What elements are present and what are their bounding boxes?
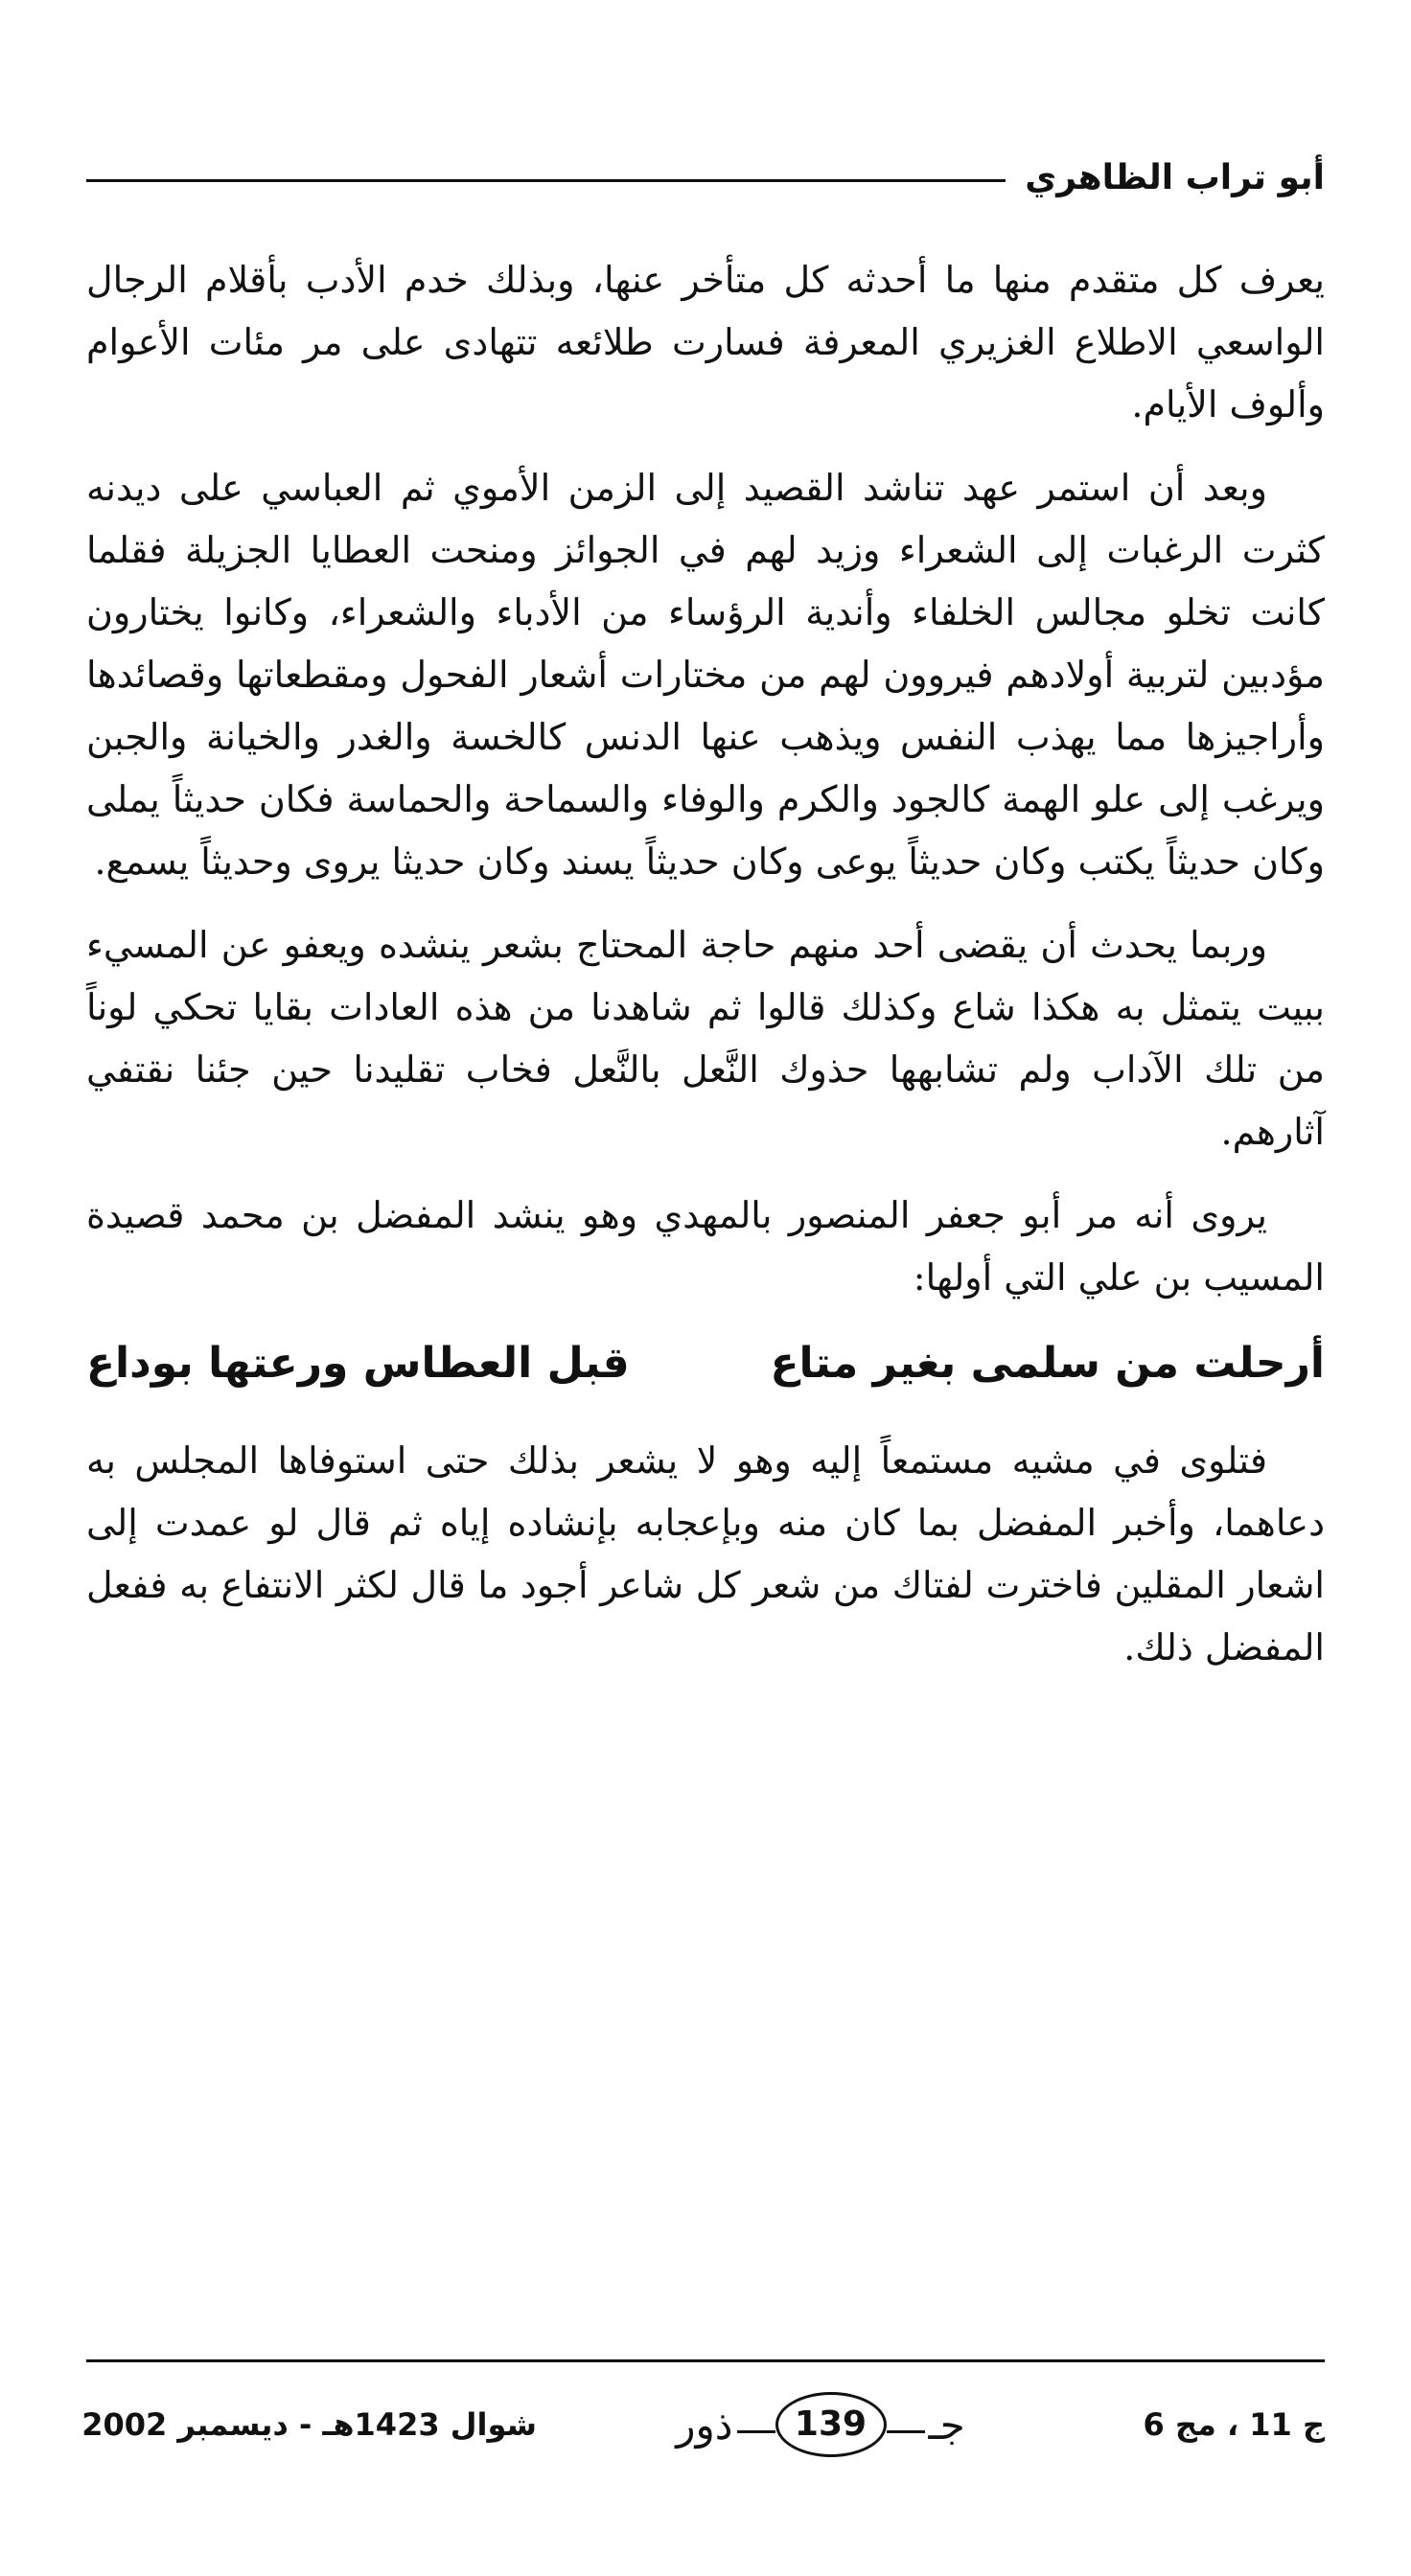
logo-text-left: ذور (676, 2401, 733, 2449)
page-number: 139 (775, 2392, 887, 2457)
header-author: أبو تراب الظاهري (1025, 157, 1325, 197)
issue-date: شوال 1423هـ - ديسمبر 2002 (81, 2406, 537, 2443)
volume-issue: ج 11 ، مج 6 (1143, 2406, 1325, 2443)
header-rule (86, 179, 1006, 182)
footer-rule (86, 2359, 1325, 2362)
paragraph-4: يروى أنه مر أبو جعفر المنصور بالمهدي وهو ينشد المفضل بن محمد قصيدة المسيب بن علي التي أولها: (86, 1194, 1325, 1299)
logo-text-right: جـ (928, 2401, 965, 2449)
poetry-verse (86, 1330, 1325, 1397)
paragraph-5: فتلوى في مشيه مستمعاً إليه وهو لا يشعر بذلك حتى استوفاها المجلس به دعاهما، وأخبر المفضل بما كان منه وبإعجابه بإنشاده إياه ثم قال لو عمدت إلى اشعار المقلين فاخترت لفتاك من شعر كل شاعر أجود ما قال لكثر الانتفاع به ففعل المفضل ذلك. (86, 1439, 1325, 1668)
logo-line-left (737, 2430, 775, 2433)
running-header (86, 144, 1325, 211)
paragraph-2: وبعد أن استمر عهد تناشد القصيد إلى الزمن الأموي ثم العباسي على ديدنه كثرت الرغبات إلى الشعراء وزيد لهم في الجوائز ومنحت العطايا الجزيلة فقلما كانت تخلو مجالس الخلفاء وأندية الرؤساء من الأدباء والشعراء، وكانوا يختارون مؤدبين لتربية أولادهم فيروون لهم من مختارات أشعار الفحول ومقطعاتها وقصائدها وأراجيزها مما يهذب النفس ويذهب عنها الدنس كالخسة والغدر والخيانة والجبن ويرغب إلى علو الهمة كالجود والكرم والوفاء والسماحة والحماسة فكان حديثاً يملى وكان حديثاً يكتب وكان حديثاً يوعى وكان حديثاً يسند وكان حديثا يروى وحديثاً يسمع. (86, 467, 1325, 883)
paragraph-1: يعرف كل متقدم منها ما أحدثه كل متأخر عنها، وبذلك خدم الأدب بأقلام الرجال الواسعي الاطلاع الغزيري المعرفة فسارت طلائعه تتهادى على مر مئات الأعوام وألوف الأيام. (86, 259, 1325, 426)
verse-first-hemistich: أرحلت من سلمى بغير متاع (770, 1339, 1325, 1388)
paragraph-3: وربما يحدث أن يقضى أحد منهم حاجة المحتاج بشعر ينشده ويعفو عن المسيء ببيت يتمثل به هكذا شاع وكذلك قالوا ثم شاهدنا من هذه العادات بقايا تحكي لوناً من تلك الآداب ولم تشابهها حذوك النَّعل بالنَّعل فخاب تقليدنا حين جئنا نقتفي آثارهم. (86, 924, 1325, 1153)
logo-line-right (887, 2430, 925, 2433)
page-footer (81, 2386, 1325, 2463)
article-body (86, 249, 1325, 1700)
journal-logo (672, 2392, 969, 2457)
page (81, 115, 1325, 2492)
verse-second-hemistich: قبل العطاس ورعتها بوداع (86, 1339, 630, 1388)
